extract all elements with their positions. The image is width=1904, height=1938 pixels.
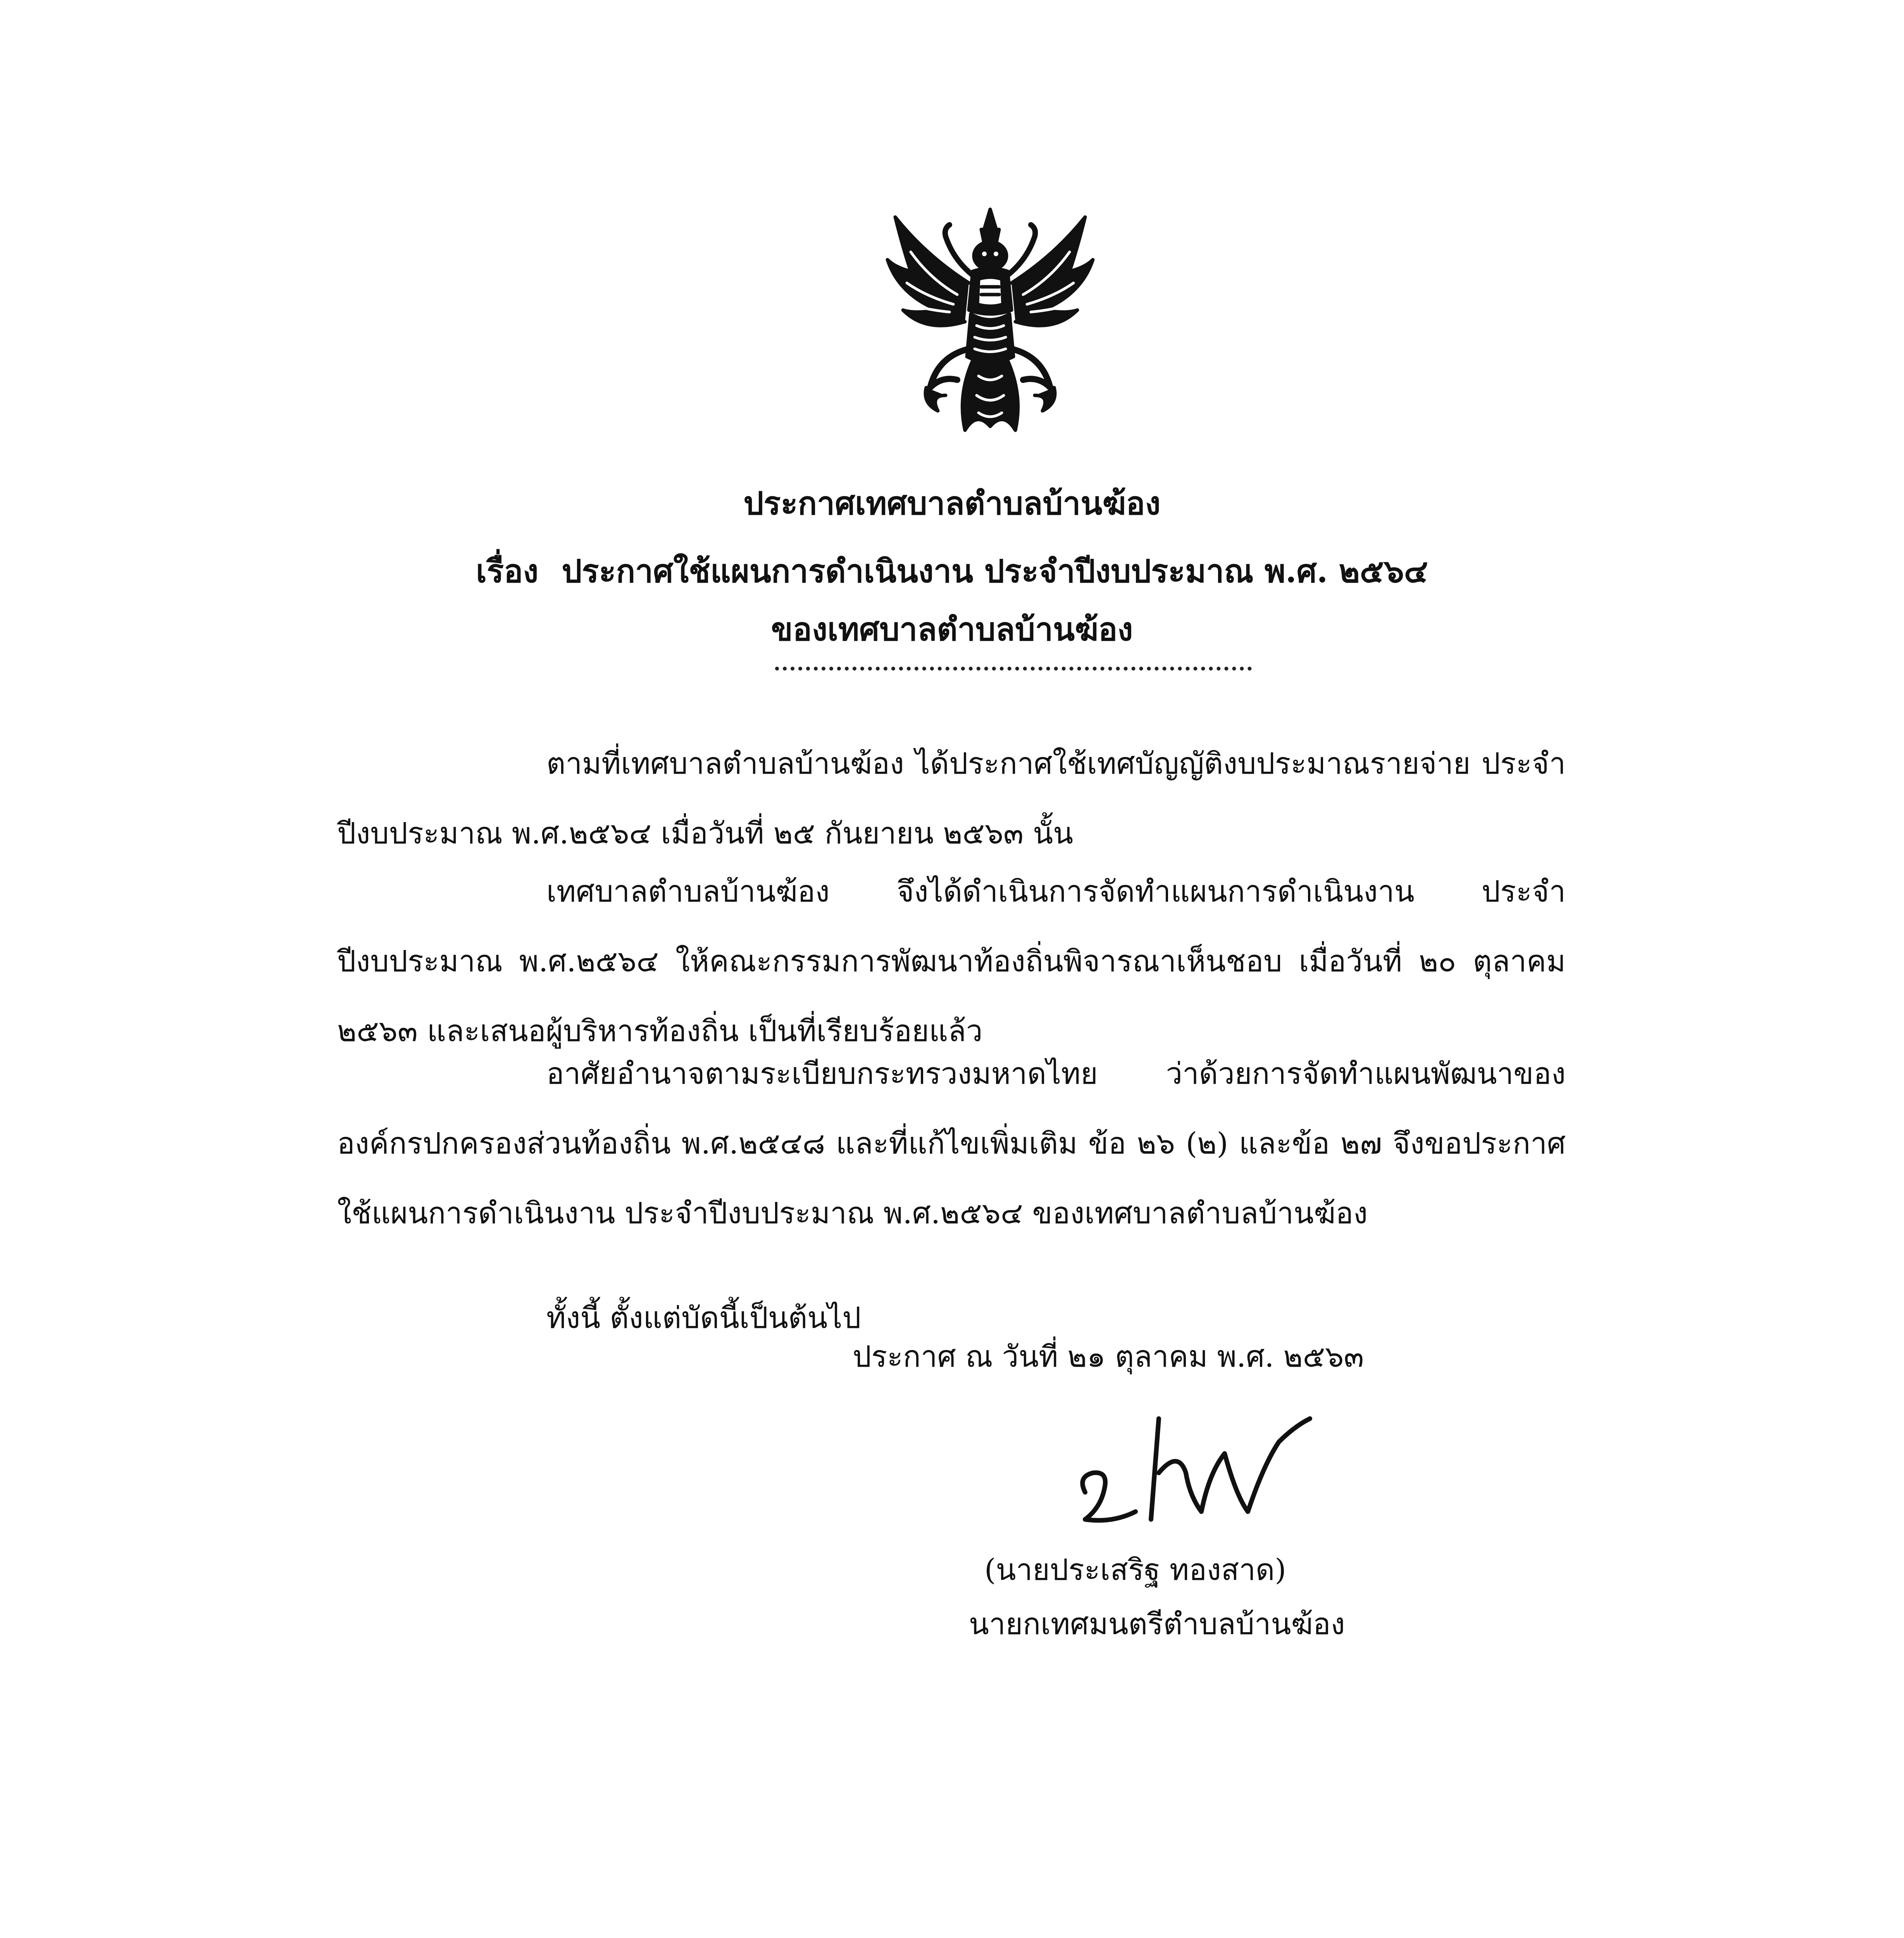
subject-label: เรื่อง [476,553,539,590]
garuda-emblem-icon [880,194,1101,442]
subject-line [0,552,1904,590]
paragraph-4: ทั้งนี้ ตั้งแต่บัดนี้เป็นต้นไป [546,1300,861,1335]
dotted-divider [775,667,1252,671]
signer-name: (นายประเสริฐ ทองสาด) [984,1552,1286,1587]
signer-title: นายกเทศมนตรีตำบลบ้านฆ้อง [969,1607,1345,1641]
paragraph-1: ตามที่เทศบาลตำบลบ้านฆ้อง ได้ประกาศใช้เทศบัญญัติงบประมาณรายจ่าย ประจำปีงบประมาณ พ.ศ.๒๕๖๔ เมื่อวันที่ ๒๕ กันยายน ๒๕๖๓ นั้น [337,746,1566,850]
announcement-date: ประกาศ ณ วันที่ ๒๑ ตุลาคม พ.ศ. ๒๕๖๓ [853,1339,1364,1374]
paragraph-2: เทศบาลตำบลบ้านฆ้อง จึงได้ดำเนินการจัดทำแผนการดำเนินงาน ประจำปีงบประมาณ พ.ศ.๒๕๖๔ ให้คณะกรรมการพัฒนาท้องถิ่นพิจารณาเห็นชอบ เมื่อวันที่ ๒๐ ตุลาคม ๒๕๖๓ และเสนอผู้บริหารท้องถิ่น เป็นที่เรียบร้อยแล้ว [337,874,1566,1048]
paragraph-3: อาศัยอำนาจตามระเบียบกระทรวงมหาดไทย ว่าด้วยการจัดทำแผนพัฒนาขององค์กรปกครองส่วนท้องถิ่น พ.ศ.๒๕๔๘ และที่แก้ไขเพิ่มเติม ข้อ ๒๖ (๒) และข้อ ๒๗ จึงขอประกาศใช้แผนการดำเนินงาน ประจำปีงบประมาณ พ.ศ.๒๕๖๔ ของเทศบาลตำบลบ้านฆ้อง [337,1056,1566,1230]
document-title: ประกาศเทศบาลตำบลบ้านฆ้อง [743,485,1161,522]
subject-text: ประกาศใช้แผนการดำเนินงาน ประจำปีงบประมาณ พ.ศ. ๒๕๖๔ [562,553,1428,590]
subject-line-2: ของเทศบาลตำบลบ้านฆ้อง [771,611,1133,648]
handwritten-signature [1062,1395,1333,1543]
